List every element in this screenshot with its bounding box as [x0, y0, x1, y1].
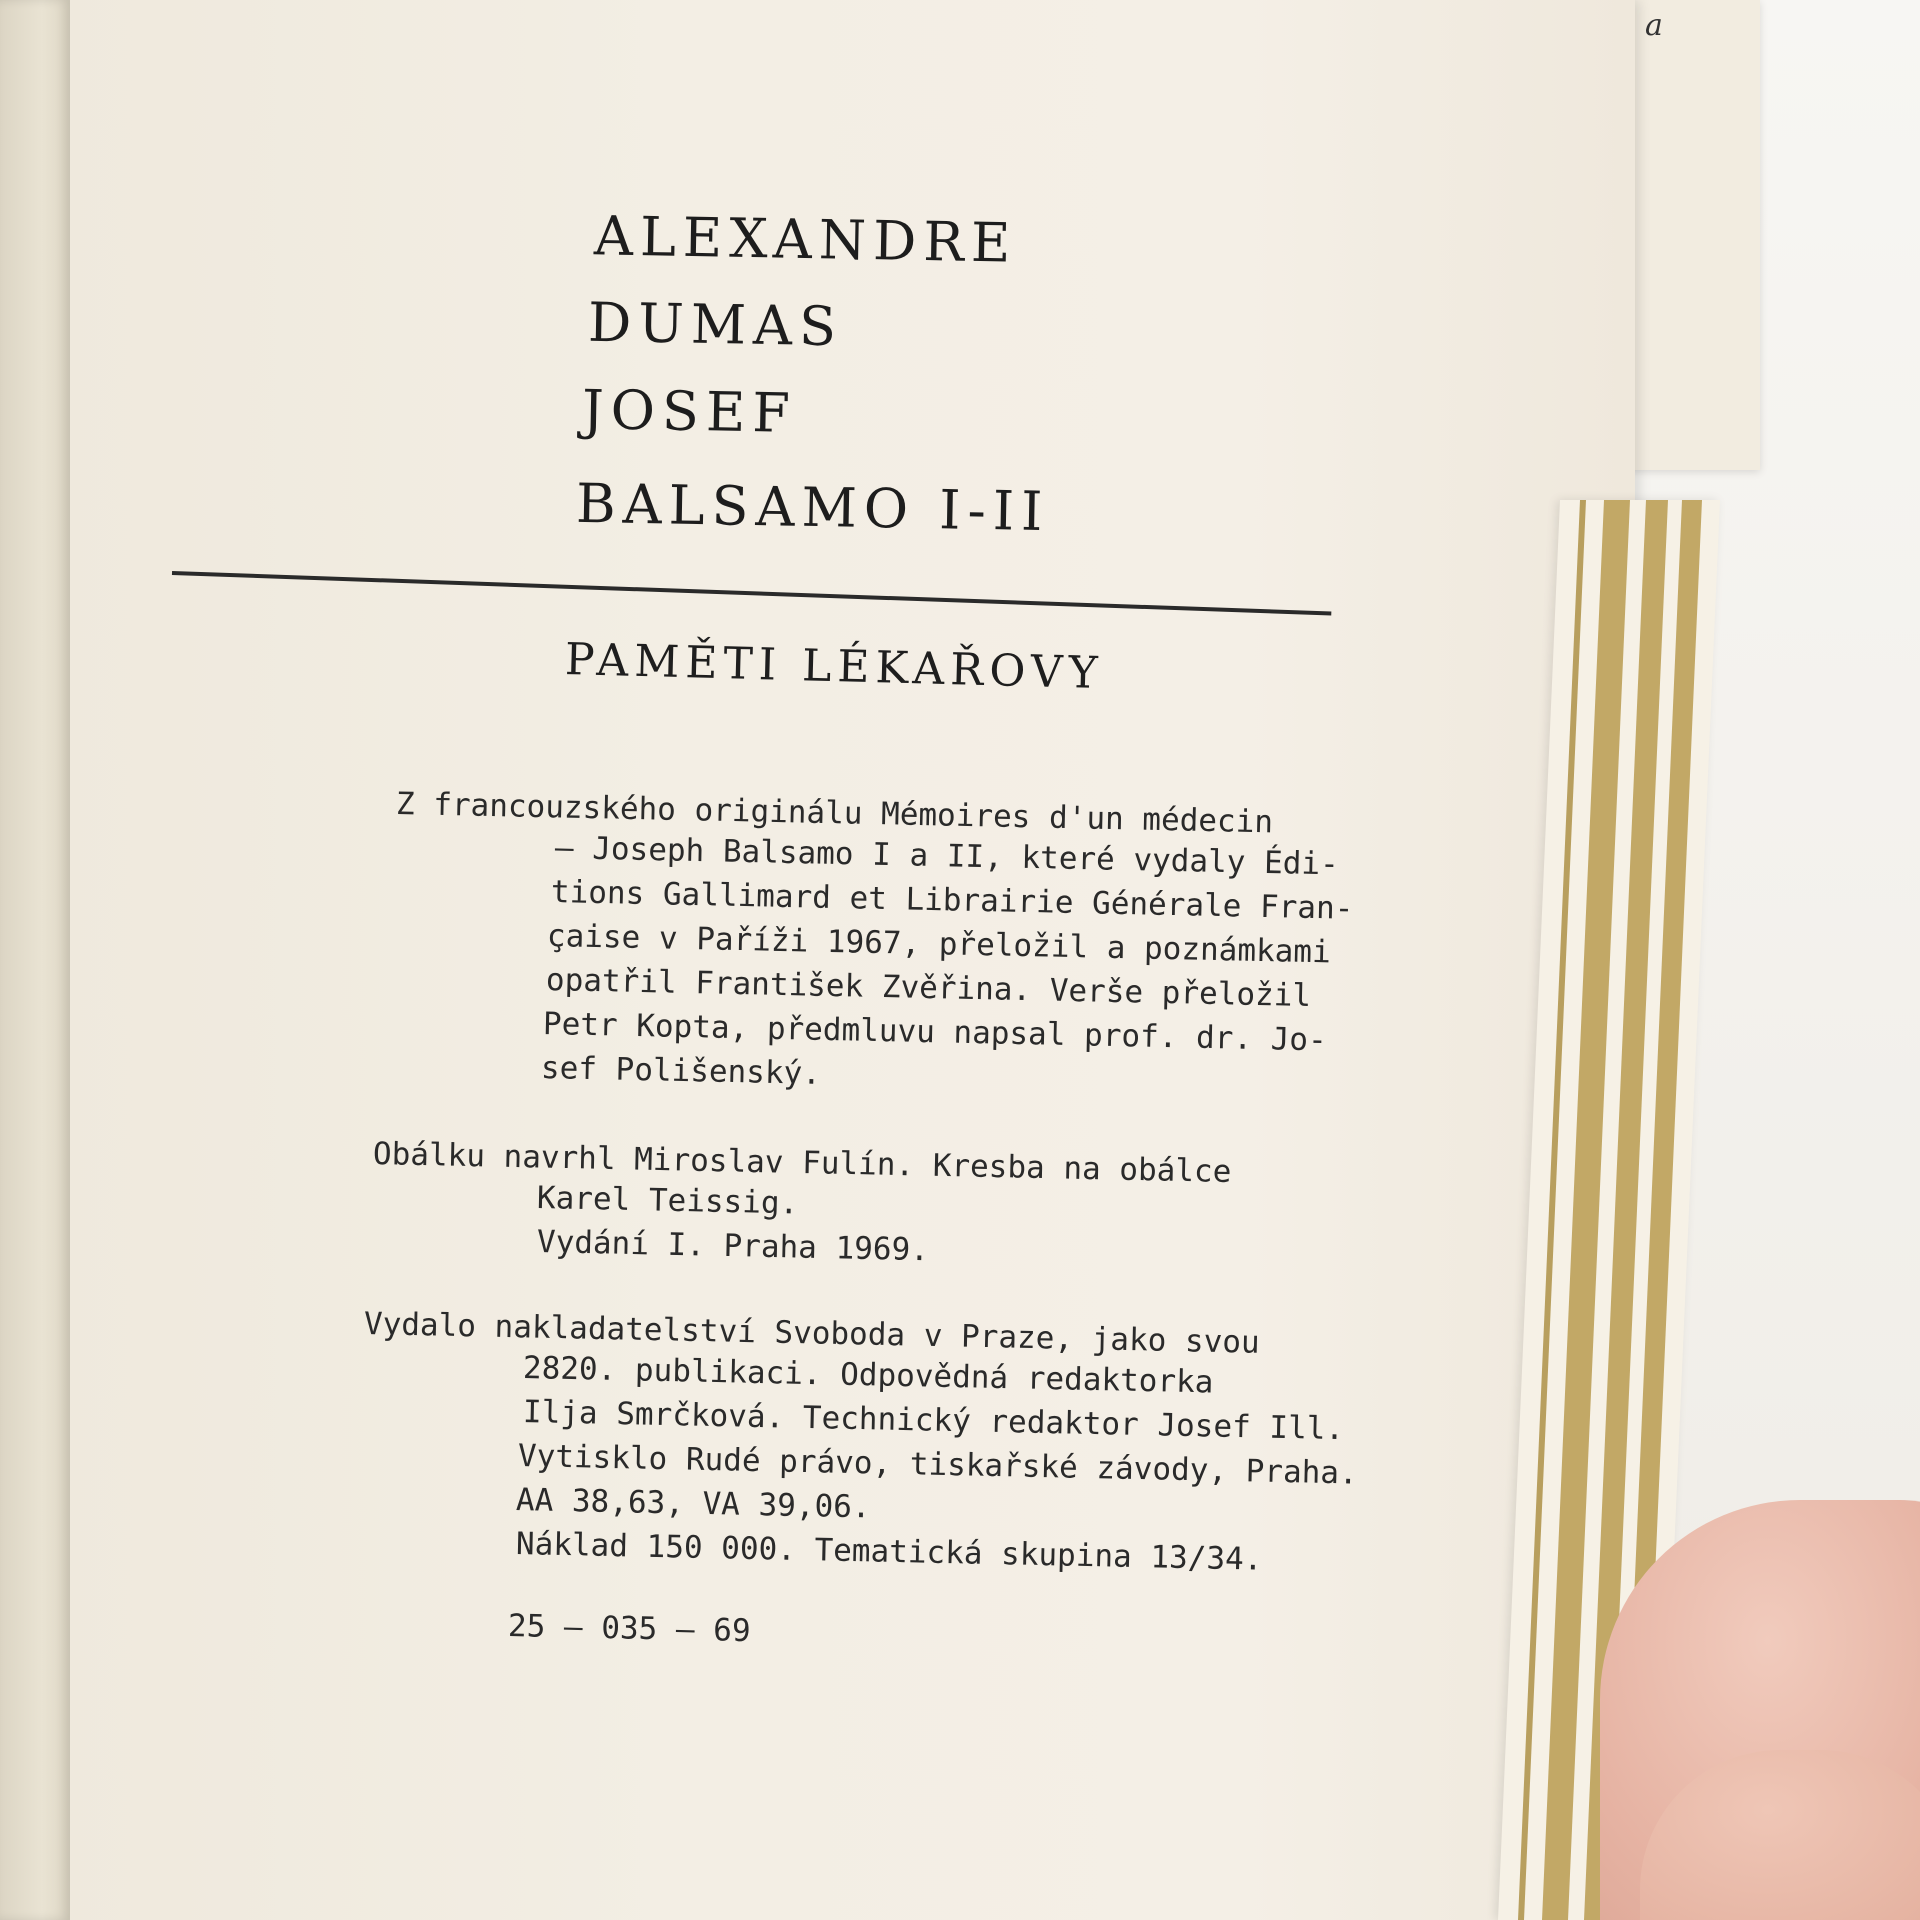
title-line-4: BALSAMO I-II: [575, 471, 1051, 544]
title-line-3: JOSEF: [581, 378, 798, 445]
translation-note-line: tions Gallimard et Librairie Générale Fran-: [550, 874, 1354, 927]
title-line-2: DUMAS: [587, 290, 844, 359]
back-page-letter: a: [1645, 8, 1663, 43]
translation-note-line: opatřil František Zvěřina. Verše přeložil: [545, 962, 1312, 1015]
cover-note-line: Obálku navrhl Miroslav Fulín. Kresba na obálce: [372, 1136, 1232, 1190]
publisher-note-line: Vydalo nakladatelství Svoboda v Praze, jako svou: [363, 1306, 1261, 1361]
publisher-note-line: Náklad 150 000. Tematická skupina 13/34.: [515, 1526, 1263, 1578]
translation-note-line: sef Polišenský.: [540, 1050, 822, 1092]
translation-note-line: Z francouzského originálu Mémoires d'un médecin: [395, 786, 1274, 841]
translation-note-line: Petr Kopta, předmluvu napsal prof. dr. Jo-: [542, 1006, 1328, 1059]
publisher-note-line: Vytisklo Rudé právo, tiskařské závody, Praha.: [517, 1438, 1359, 1492]
translation-note-line: — Joseph Balsamo I a II, které vydaly Édi-: [554, 830, 1340, 883]
cover-note-line: Vydání I. Praha 1969.: [536, 1224, 930, 1269]
subtitle: PAMĚTI LÉKAŘOVY: [564, 634, 1105, 700]
publisher-note-line: Ilja Smrčková. Technický redaktor Josef Ill.: [522, 1394, 1345, 1448]
cover-note-line: Karel Teissig.: [536, 1180, 799, 1222]
translation-note-line: çaise v Paříži 1967, přeložil a poznámkami: [546, 918, 1332, 971]
publisher-note-line: 2820. publikaci. Odpovědná redaktorka: [522, 1350, 1214, 1401]
title-line-1: ALEXANDRE: [593, 204, 1018, 275]
catalog-number: 25 — 035 — 69: [507, 1608, 751, 1650]
book-spine-edge: [0, 0, 70, 1920]
publisher-note-line: AA 38,63, VA 39,06.: [515, 1482, 871, 1526]
